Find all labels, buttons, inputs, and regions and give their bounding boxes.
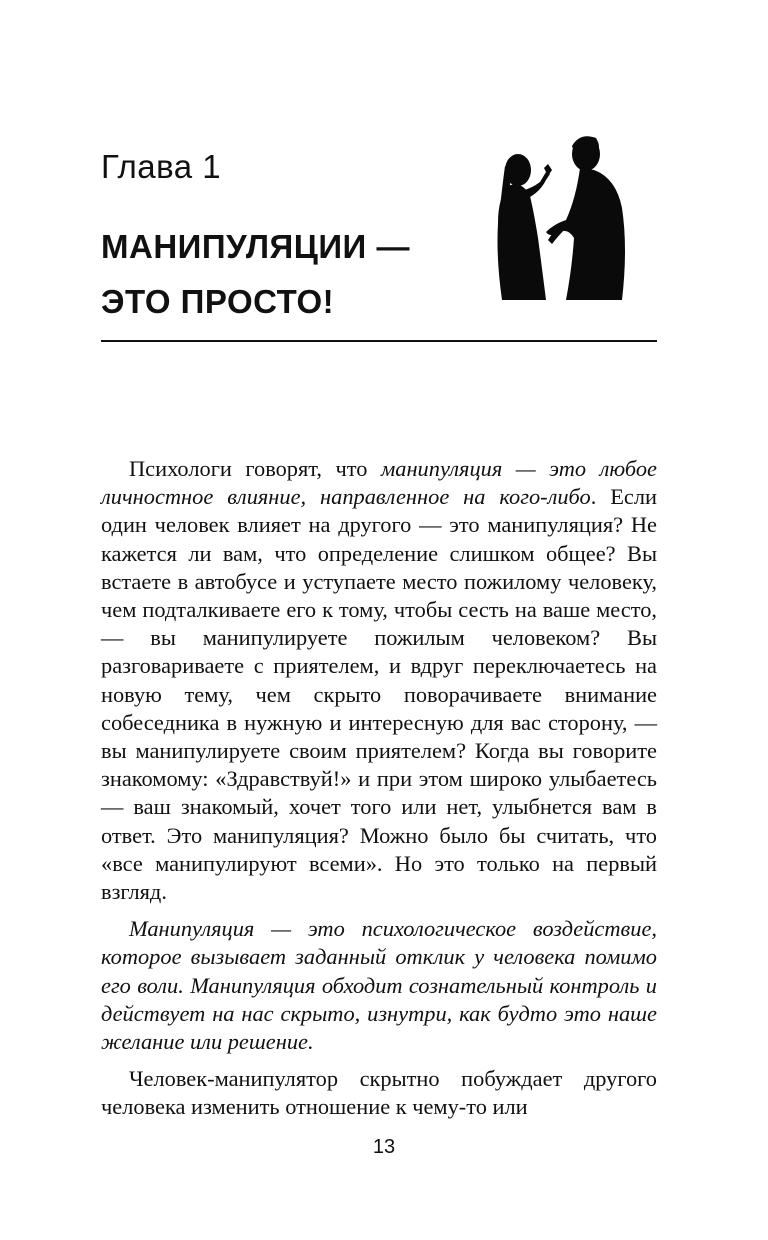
paragraph-2-italic	[101, 915, 657, 1056]
paragraph-3: Человек-манипулятор скрытно побуждает другого человека изменить отношение к чему-то или	[101, 1066, 657, 1120]
paragraph-2-text: Манипуляция — это психологическое воздействие, которое вызывает заданный отклик у человека помимо его воли. Манипуляция обходит сознательный контроль и действует на нас скрыто, изнутри, как будто это наше желание или решение.	[101, 916, 657, 1055]
manipulation-definition-italic: манипуляция — это любое личностное влияние, направленное на кого-либо	[101, 456, 657, 510]
paragraph-1	[101, 455, 657, 906]
couple-silhouette-illustration	[488, 128, 638, 303]
title-divider	[101, 340, 657, 342]
chapter-title-line-2: ЭТО ПРОСТО!	[101, 283, 335, 320]
page-number: 13	[372, 1136, 396, 1158]
paragraph-1-start: Психологи говорят, что	[129, 456, 381, 481]
chapter-label: Глава 1	[101, 148, 222, 185]
paragraph-1-rest: . Если один человек влияет на другого — это манипуляция? Не кажется ли вам, что определение слишком общее? Вы встаете в автобусе и уступаете место пожилому человеку, чем подталкиваете его к тому, чтобы сесть на ваше место, — вы манипулируете пожилым человеком? Вы разговариваете с приятелем, и вдруг переключаетесь на новую тему, чем скрыто поворачиваете внимание собеседника в нужную и интересную для вас сторону, — вы манипулируете своим приятелем? Когда вы говорите знакомому: «Здравствуй!» и при этом широко улыбаетесь — ваш знакомый, хочет того или нет, улыбнется вам в ответ. Это манипуляция? Можно было бы считать, что «все манипулируют всеми». Но это только на первый взгляд.	[101, 484, 658, 905]
body-text	[101, 455, 657, 1131]
chapter-title-line-1: МАНИПУЛЯЦИИ —	[101, 228, 410, 265]
